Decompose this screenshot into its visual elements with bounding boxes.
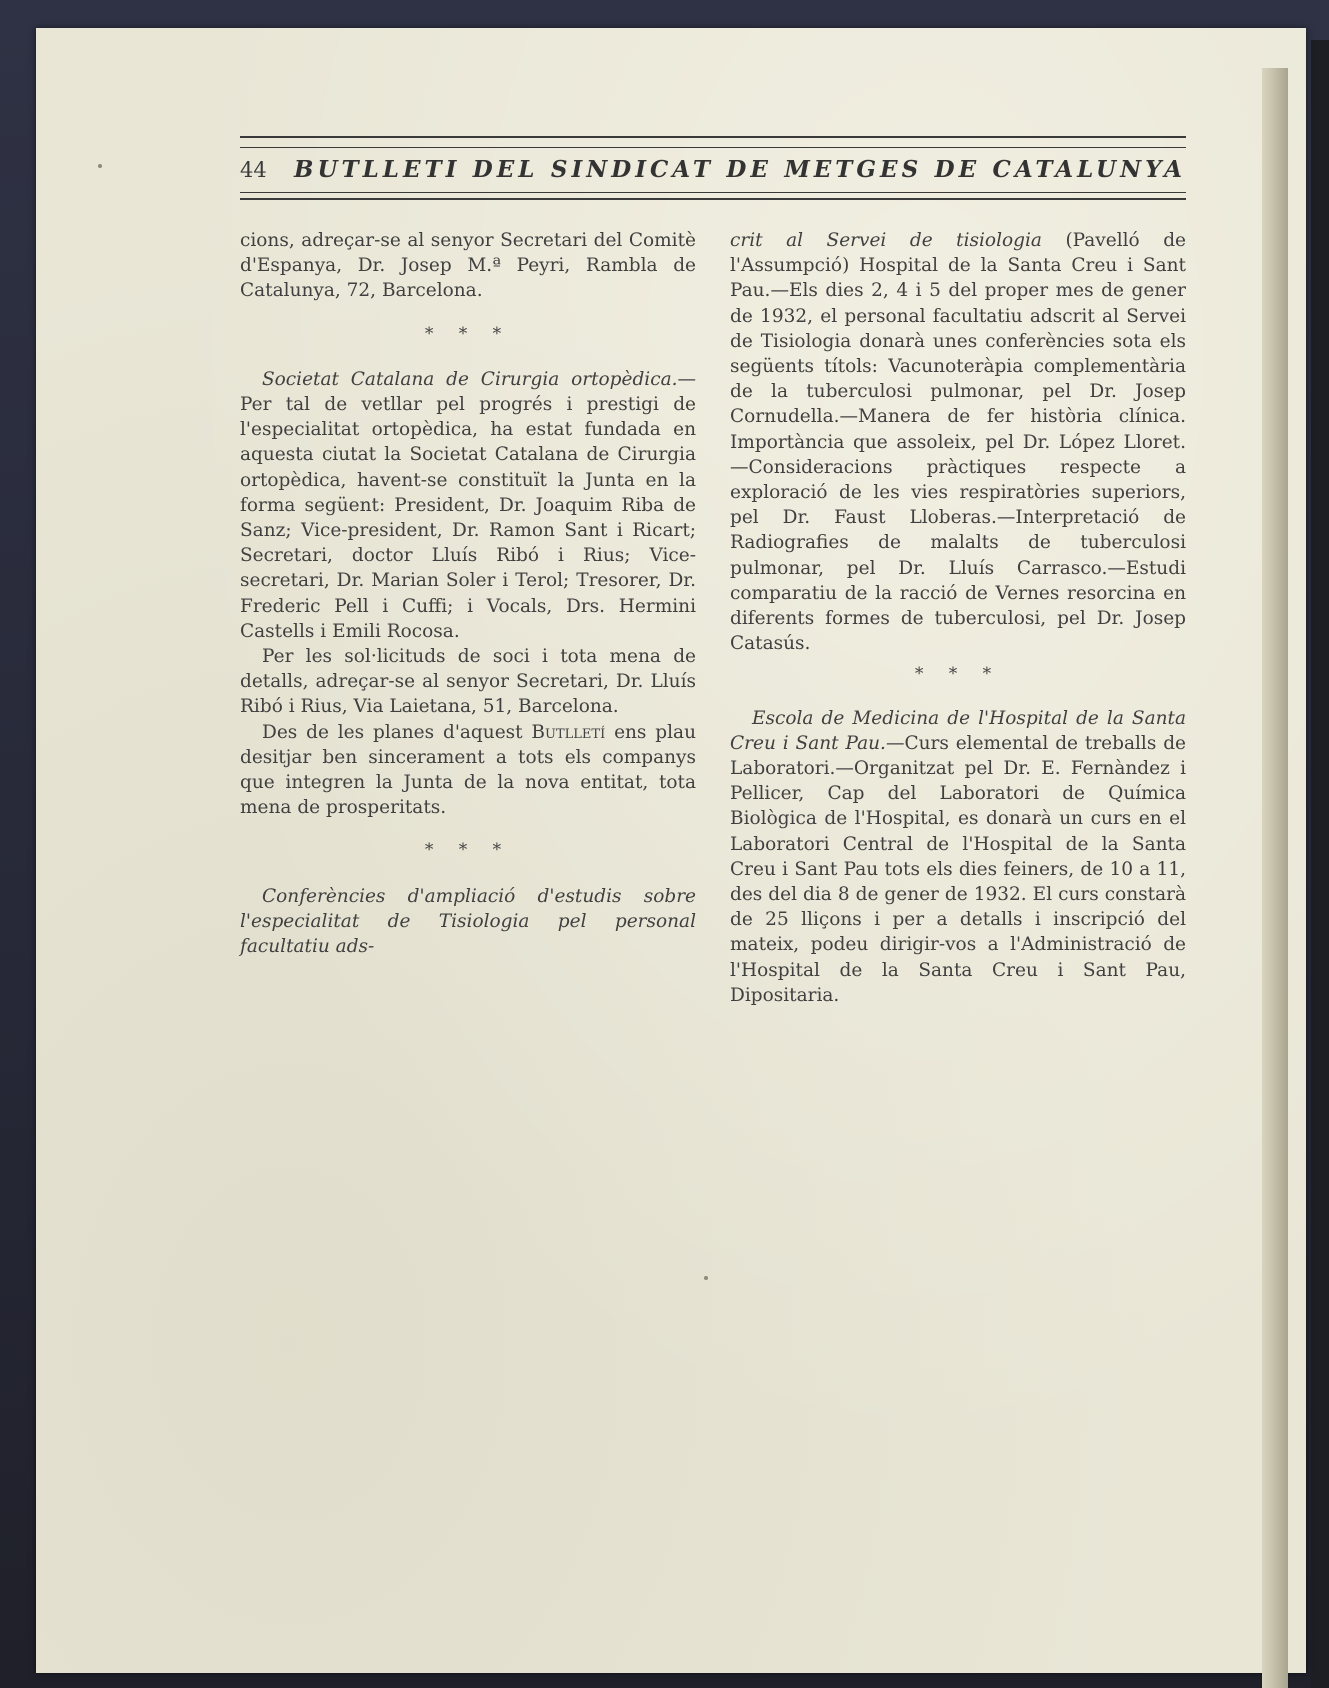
section-title: crit al Servei de tisiologia xyxy=(730,230,1042,251)
page-content xyxy=(240,136,1186,1008)
title-word: BUTLLETI xyxy=(294,156,461,183)
title-word: METGES xyxy=(784,156,923,183)
paragraph xyxy=(240,367,696,644)
right-column xyxy=(730,228,1186,1008)
section-title: Escola de Medicina de l'Hospital de la Santa Creu i Sant Pau. xyxy=(730,707,1186,754)
text-run: Des de les planes d'aquest xyxy=(262,721,532,743)
journal-title xyxy=(294,156,1186,183)
paragraph xyxy=(240,720,696,821)
title-word: DEL xyxy=(472,156,539,183)
text-columns xyxy=(240,228,1186,1008)
section-separator: * * * xyxy=(424,840,512,861)
left-column xyxy=(240,228,696,1008)
text-run: ens plau desitjar ben sincerament a tots els companys que integren la Junta de la nova entitat, tota mena de prosperitats. xyxy=(240,721,696,819)
title-word: SINDICAT xyxy=(550,156,714,183)
paragraph: cions, adreçar-se al senyor Secretari del Comitè d'Espanya, Dr. Josep M.ª Peyri, Rambla de Catalunya, 72, Barcelona. xyxy=(240,230,696,302)
section-separator: * * * xyxy=(914,664,1002,685)
paragraph xyxy=(730,228,1186,656)
section-title: Societat Catalana de Cirurgia ortopèdica. xyxy=(262,368,678,390)
page-number: 44 xyxy=(240,158,267,182)
title-word: DE xyxy=(934,156,981,183)
bulletin-name: Butlletí xyxy=(531,721,606,743)
scanner-edge xyxy=(1311,40,1329,1688)
paragraph-body: —Per tal de vetllar pel progrés i prestigi de l'especialitat ortopèdica, ha estat fundada en aquesta ciutat la Societat Catalana de Cirurgia ortopèdica, havent-se constituït la Junta en la forma següent: President, Dr. Joaquim Riba de Sanz; Vice-president, Dr. Ramon Sant i Ricart; Secretari, doctor Lluís Ribó i Rius; Vice-secretari, Dr. Marian Soler i Terol; Tresorer, Dr. Frederic Pell i Cuffi; i Vocals, Drs. Hermini Castells i Emili Rocosa. xyxy=(240,368,696,642)
page-fold-edge xyxy=(1262,68,1288,1688)
section-separator: * * * xyxy=(424,323,512,344)
title-word: DE xyxy=(726,156,772,183)
paragraph: Per les sol·licituds de soci i tota mena de detalls, adreçar-se al senyor Secretari, Dr. Lluís Ribó i Rius, Via Laietana, 51, Barcelona. xyxy=(240,646,696,718)
running-header xyxy=(240,156,1186,186)
section-title: Conferències d'ampliació d'estudis sobre l'especialitat de Tisiologia pel personal facultatiu ads- xyxy=(240,885,696,958)
paper-speck xyxy=(98,164,102,168)
header-rule-top xyxy=(240,136,1186,148)
paper-speck xyxy=(704,1276,708,1280)
paragraph-body: —Curs elemental de treballs de Laboratori.—Organitzat pel Dr. E. Fernàndez i Pellicer, Cap del Laboratori de Química Biològica de l'Hospital, es donarà un curs en el Laboratori Central de l'Hospital de la Santa Creu i Sant Pau tots els dies feiners, de 10 a 11, des del dia 8 de gener de 1932. El curs constarà de 25 lliçons i per a detalls i inscripció del mateix, podeu dirigir-vos a l'Administració de l'Hospital de la Santa Creu i Sant Pau, Dipositaria. xyxy=(730,732,1186,1006)
title-word: CATALUNYA xyxy=(992,156,1186,183)
paragraph-body: (Pavelló de l'Assumpció) Hospital de la Santa Creu i Sant Pau.—Els dies 2, 4 i 5 del proper mes de gener de 1932, el personal facultatiu adscrit al Servei de Tisiologia donarà unes conferències sota els següents títols: Vacunoteràpia complementària de la tuberculosi pulmonar, pel Dr. Josep Cornudella.—Manera de fer història clínica. Importància que assoleix, pel Dr. López Lloret.—Consideracions pràctiques respecte a exploració de les vies respiratòries superiors, pel Dr. Faust Lloberas.—Interpretació de Radiografies de malalts de tuberculosi pulmonar, pel Dr. Lluís Carrasco.—Estudi comparatiu de la racció de Vernes resorcina en diferents formes de tuberculosi, pel Dr. Josep Catasús. xyxy=(730,230,1186,655)
paragraph xyxy=(730,706,1186,1008)
header-rule-bottom xyxy=(240,192,1186,200)
